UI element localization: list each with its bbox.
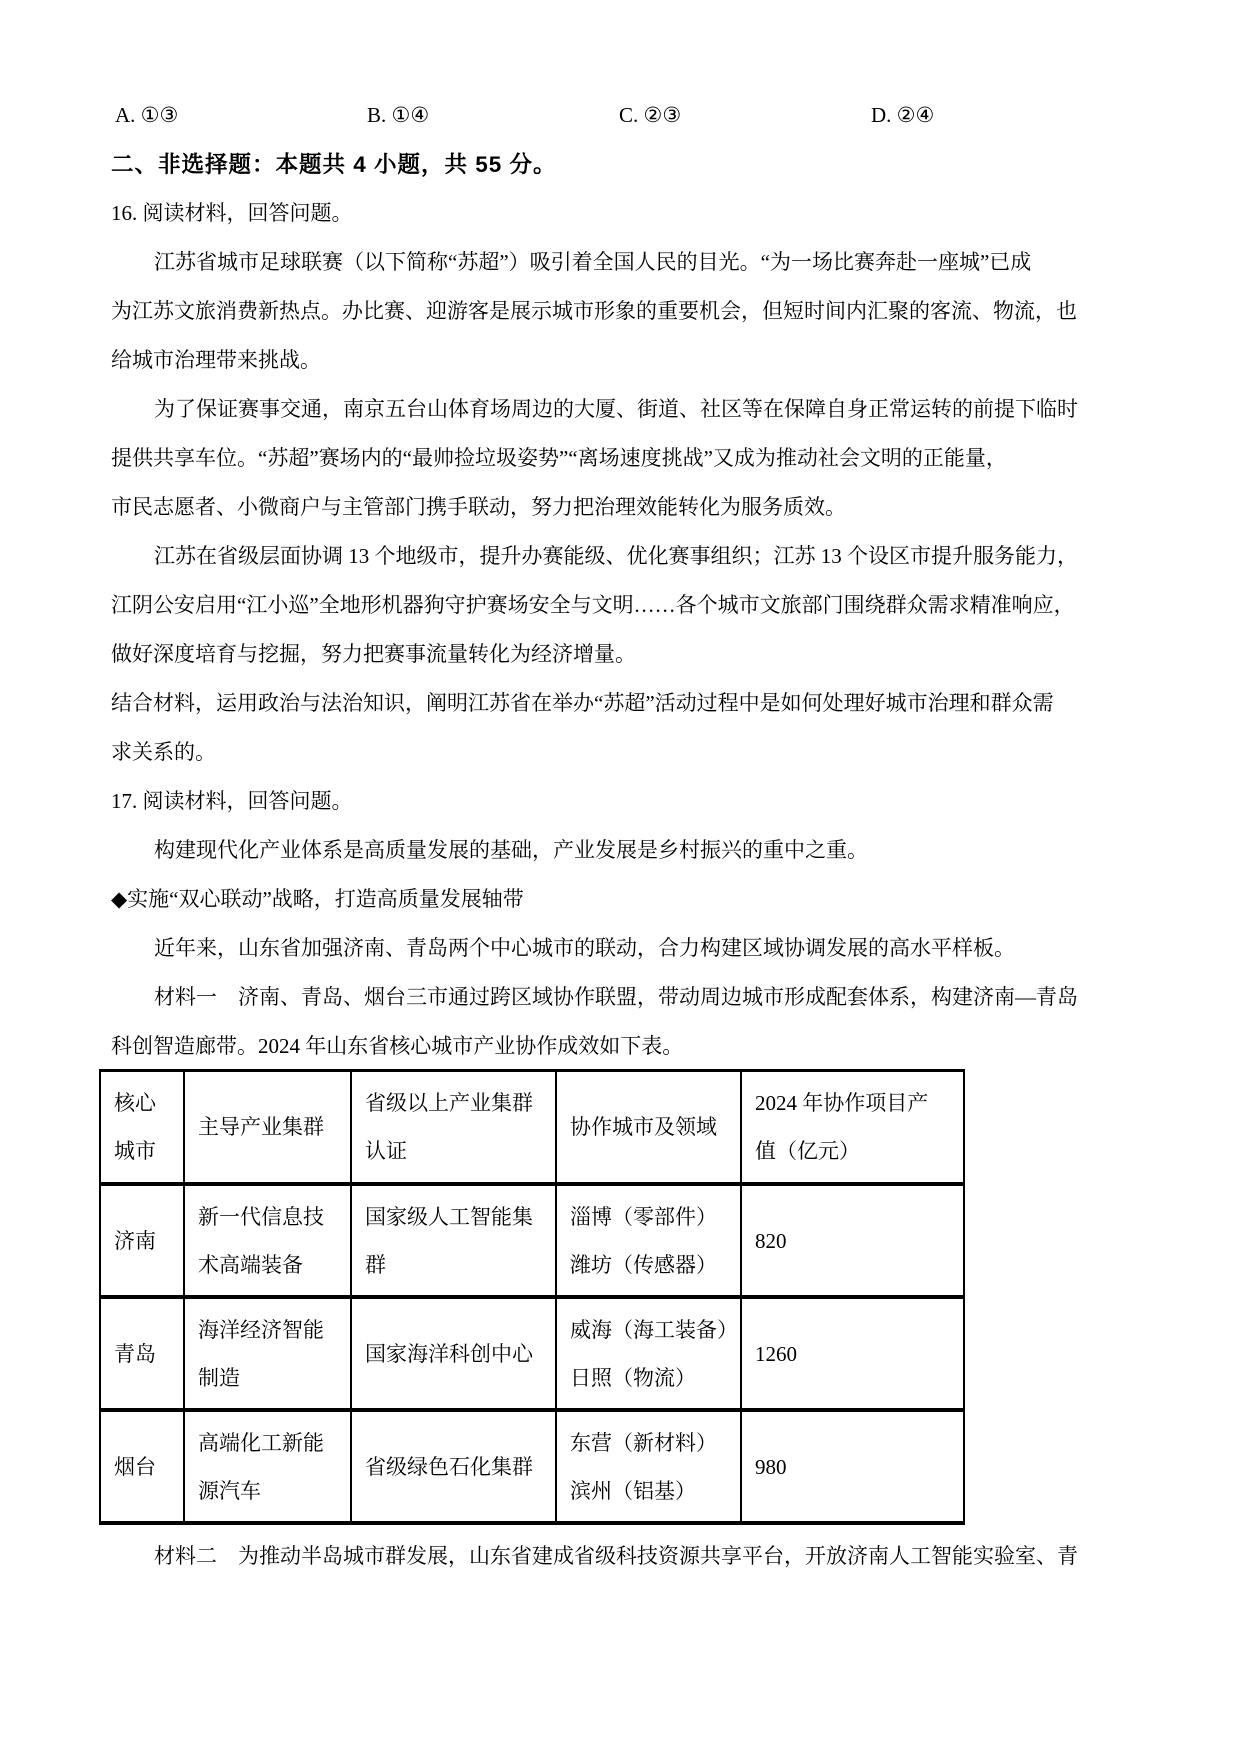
cell-cluster — [184, 1297, 351, 1410]
cell-line: 滨州（铝基） — [570, 1478, 696, 1503]
q16-title: 16. 阅读材料，回答问题。 — [111, 201, 353, 225]
cell-line: 城市 — [114, 1139, 156, 1163]
cell-line: 青岛 — [114, 1341, 156, 1366]
cell-line: 值（亿元） — [755, 1139, 860, 1163]
q17-material1-line2: 科创智造廊带。2024 年山东省核心城市产业协作成效如下表。 — [111, 1034, 684, 1058]
cell-line: 国家级人工智能集 — [365, 1204, 533, 1229]
table-row-qingdao — [100, 1297, 964, 1410]
cell-output — [741, 1410, 964, 1523]
q17-intro: 构建现代化产业体系是高质量发展的基础，产业发展是乡村振兴的重中之重。 — [154, 838, 868, 862]
cell-line: 烟台 — [114, 1454, 156, 1479]
q16-question-line1: 结合材料，运用政治与法治知识，阐明江苏省在举办“苏超”活动过程中是如何处理好城市治理和群众需 — [111, 691, 1054, 715]
industry-cooperation-table — [99, 1069, 965, 1525]
q17-material2-line1: 材料二 为推动半岛城市群发展，山东省建成省级科技资源共享平台，开放济南人工智能实验室、青 — [154, 1544, 1078, 1568]
cell-line: 认证 — [365, 1139, 407, 1163]
exam-content — [111, 91, 1151, 1581]
cell-line: 日照（物流） — [570, 1365, 696, 1390]
q16-p2-line3: 市民志愿者、小微商户与主管部门携手联动，努力把治理效能转化为服务质效。 — [111, 495, 846, 519]
table-header-row — [100, 1071, 964, 1185]
cell-partners — [556, 1410, 741, 1523]
cell-line: 国家海洋科创中心 — [365, 1341, 533, 1366]
cell-line: 省级绿色石化集群 — [365, 1454, 533, 1479]
cell-cluster — [184, 1184, 351, 1297]
cell-city — [100, 1184, 184, 1297]
q16-p3-line2: 江阴公安启用“江小巡”全地形机器狗守护赛场安全与文明……各个城市文旅部门围绕群众需求精准响应， — [111, 593, 1075, 617]
cell-city — [100, 1297, 184, 1410]
header-partner-cities — [556, 1071, 741, 1185]
table-row-jinan — [100, 1184, 964, 1297]
q16-p1-line3: 给城市治理带来挑战。 — [111, 348, 321, 372]
q17-lead: 近年来，山东省加强济南、青岛两个中心城市的联动，合力构建区域协调发展的高水平样板。 — [154, 936, 1015, 960]
q17-material1-line1: 材料一 济南、青岛、烟台三市通过跨区域协作联盟，带动周边城市形成配套体系，构建济南—青岛 — [154, 985, 1078, 1009]
cell-line: 协作城市及领域 — [570, 1115, 717, 1139]
cell-line: 1260 — [755, 1341, 797, 1366]
cell-output — [741, 1184, 964, 1297]
cell-certification — [351, 1297, 556, 1410]
option-d: D. ②④ — [871, 103, 935, 127]
option-a: A. ①③ — [115, 103, 179, 127]
q16-question-line2: 求关系的。 — [111, 740, 216, 764]
cell-certification — [351, 1184, 556, 1297]
cell-line: 主导产业集群 — [198, 1115, 324, 1139]
cell-line: 海洋经济智能 — [198, 1317, 324, 1342]
header-output-value — [741, 1071, 964, 1185]
option-c: C. ②③ — [619, 103, 682, 127]
option-b: B. ①④ — [367, 103, 430, 127]
cell-output — [741, 1297, 964, 1410]
cell-line: 济南 — [114, 1228, 156, 1253]
cell-line: 术高端装备 — [198, 1252, 303, 1277]
cell-line: 群 — [365, 1252, 386, 1277]
answer-options-row — [111, 91, 1151, 140]
header-certification — [351, 1071, 556, 1185]
cell-line: 2024 年协作项目产 — [755, 1091, 929, 1115]
q16-p3-line1: 江苏在省级层面协调 13 个地级市，提升办赛能级、优化赛事组织；江苏 13 个设区市提升服务能力， — [154, 544, 1078, 568]
q17-bullet-strategy: ◆实施“双心联动”战略，打造高质量发展轴带 — [111, 887, 524, 911]
cell-line: 980 — [755, 1454, 787, 1479]
cell-line: 新一代信息技 — [198, 1204, 324, 1229]
header-core-city — [100, 1071, 184, 1185]
cell-line: 820 — [755, 1228, 787, 1253]
cell-partners — [556, 1297, 741, 1410]
cell-line: 源汽车 — [198, 1478, 261, 1503]
q16-p2-line1: 为了保证赛事交通，南京五台山体育场周边的大厦、街道、社区等在保障自身正常运转的前提下临时 — [154, 397, 1078, 421]
cell-line: 威海（海工装备） — [570, 1317, 738, 1342]
cell-partners — [556, 1184, 741, 1297]
cell-certification — [351, 1410, 556, 1523]
q16-p1-line1: 江苏省城市足球联赛（以下简称“苏超”）吸引着全国人民的目光。“为一场比赛奔赴一座城”已成 — [154, 250, 1032, 274]
q16-p2-line2: 提供共享车位。“苏超”赛场内的“最帅捡垃圾姿势”“离场速度挑战”又成为推动社会文明的正能量， — [111, 446, 1007, 470]
table-row-yantai — [100, 1410, 964, 1523]
q17-title: 17. 阅读材料，回答问题。 — [111, 789, 353, 813]
cell-line: 省级以上产业集群 — [365, 1091, 533, 1115]
cell-line: 潍坊（传感器） — [570, 1252, 717, 1277]
cell-line: 核心 — [114, 1091, 156, 1115]
cell-cluster — [184, 1410, 351, 1523]
cell-line: 制造 — [198, 1365, 240, 1390]
cell-line: 高端化工新能 — [198, 1430, 324, 1455]
q16-p1-line2: 为江苏文旅消费新热点。办比赛、迎游客是展示城市形象的重要机会，但短时间内汇聚的客流、物流，也 — [111, 299, 1077, 323]
header-leading-cluster — [184, 1071, 351, 1185]
section-2-heading: 二、非选择题：本题共 4 小题，共 55 分。 — [111, 152, 557, 177]
cell-line: 淄博（零部件） — [570, 1204, 717, 1229]
cell-city — [100, 1410, 184, 1523]
cell-line: 东营（新材料） — [570, 1430, 717, 1455]
q16-p3-line3: 做好深度培育与挖掘，努力把赛事流量转化为经济增量。 — [111, 642, 636, 666]
